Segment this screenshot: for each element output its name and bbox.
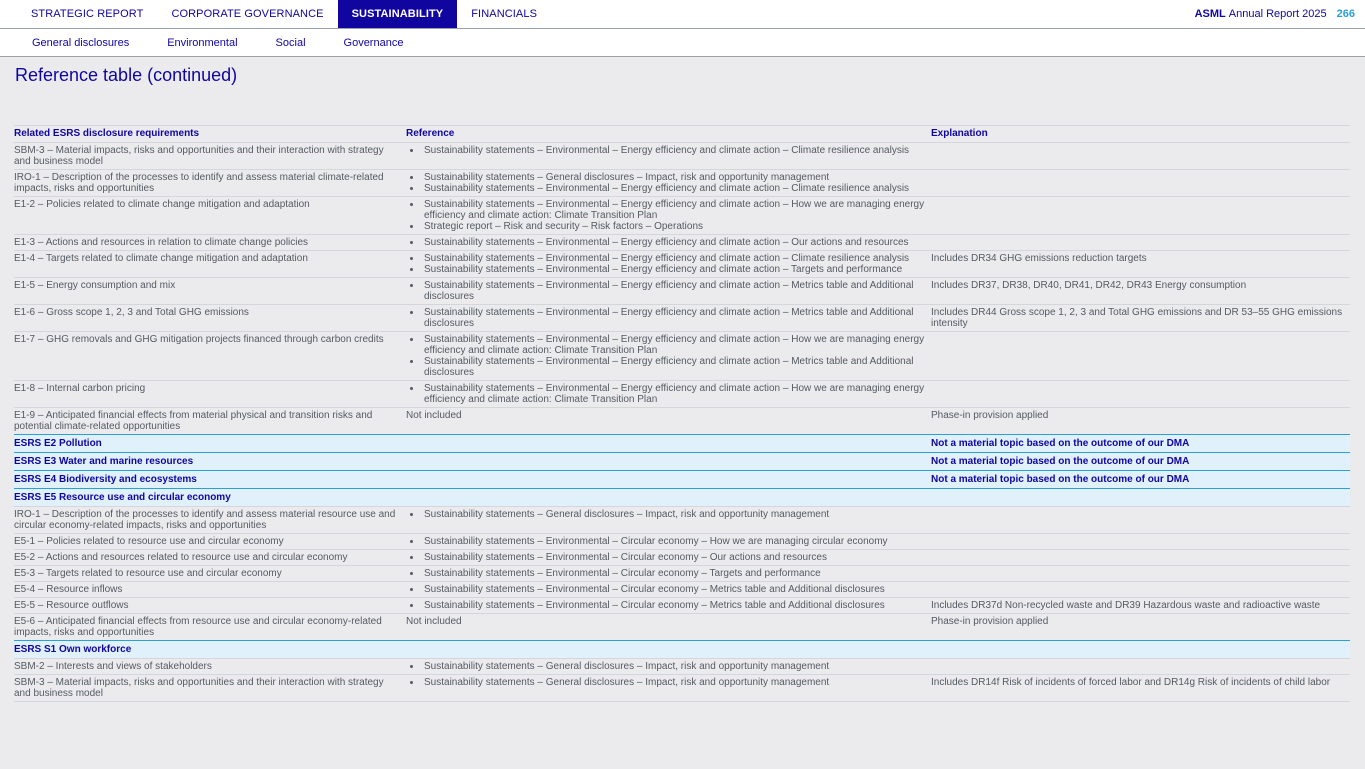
- reference-item: Strategic report – Risk and security – Risk factors – Operations: [410, 221, 927, 232]
- report-info: [1195, 0, 1355, 28]
- reference-item: Sustainability statements – Environmental – Circular economy – Targets and performance: [410, 568, 927, 579]
- table-row: [14, 142, 1350, 169]
- table-row: [14, 549, 1350, 565]
- reference-table: [14, 125, 1350, 702]
- reference-list: [406, 600, 927, 611]
- subnav-general-disclosures[interactable]: General disclosures: [32, 36, 130, 49]
- reference-cell: [406, 170, 931, 196]
- reference-item: Sustainability statements – Environmental – Energy efficiency and climate action – Metrics table and Additional disclosures: [410, 307, 927, 329]
- subnav-governance[interactable]: Governance: [343, 36, 404, 49]
- reference-item: Sustainability statements – General disclosures – Impact, risk and opportunity management: [410, 172, 927, 183]
- explanation-cell: [931, 489, 1350, 506]
- reference-list: [406, 552, 927, 563]
- reference-cell: [406, 143, 931, 169]
- reference-cell: [406, 675, 931, 701]
- explanation-cell: [931, 566, 1350, 581]
- reference-list: [406, 172, 927, 194]
- reference-cell: [406, 278, 931, 304]
- table-row: [14, 565, 1350, 581]
- table-section-row: [14, 488, 1350, 506]
- requirement-cell: E5-1 – Policies related to resource use and circular economy: [14, 536, 284, 547]
- reference-list: [406, 253, 927, 275]
- requirement-cell: E1-9 – Anticipated financial effects from material physical and transition risks and potential climate-related opportunities: [14, 410, 373, 432]
- explanation-cell: Includes DR37d Non-recycled waste and DR39 Hazardous waste and radioactive waste: [931, 600, 1321, 611]
- explanation-cell: [931, 641, 1350, 658]
- table-row: [14, 250, 1350, 277]
- table-row: [14, 277, 1350, 304]
- requirement-cell: E1-6 – Gross scope 1, 2, 3 and Total GHG emissions: [14, 307, 249, 318]
- table-row: [14, 331, 1350, 380]
- requirement-cell: E1-4 – Targets related to climate change mitigation and adaptation: [14, 253, 308, 264]
- reference-item: Sustainability statements – Environmental – Energy efficiency and climate action – Climate resilience analysis: [410, 253, 927, 264]
- reference-cell: [406, 453, 931, 470]
- table-row: [14, 196, 1350, 234]
- requirement-cell: IRO-1 – Description of the processes to identify and assess material resource use and circular economy-related impacts, risks and opportunities: [14, 509, 396, 531]
- reference-cell: [406, 598, 931, 613]
- explanation-cell: Phase-in provision applied: [931, 616, 1049, 627]
- requirement-cell: E1-3 – Actions and resources in relation to climate change policies: [14, 237, 309, 248]
- requirement-cell: E1-7 – GHG removals and GHG mitigation projects financed through carbon credits: [14, 334, 384, 345]
- requirement-cell: E5-5 – Resource outflows: [14, 600, 129, 611]
- reference-cell: [406, 435, 931, 452]
- reference-item: Sustainability statements – General disclosures – Impact, risk and opportunity management: [410, 677, 927, 688]
- reference-list: [406, 661, 927, 672]
- reference-item: Sustainability statements – Environmental – Energy efficiency and climate action – Climate resilience analysis: [410, 183, 927, 194]
- explanation-cell: [931, 582, 1350, 597]
- reference-item: Sustainability statements – Environmental – Circular economy – Metrics table and Additional disclosures: [410, 600, 927, 611]
- table-section-row: [14, 452, 1350, 470]
- reference-item: Sustainability statements – Environmental – Circular economy – How we are managing circular economy: [410, 536, 927, 547]
- reference-list: [406, 145, 927, 156]
- reference-list: [406, 334, 927, 378]
- table-row: [14, 613, 1350, 640]
- page-title: Reference table (continued): [15, 65, 238, 85]
- explanation-cell: [931, 534, 1350, 549]
- reference-item: Sustainability statements – Environmental – Energy efficiency and climate action – How we are managing energy efficiency and climate action: Climate Transition Plan: [410, 383, 927, 405]
- section-title: ESRS E4 Biodiversity and ecosystems: [14, 474, 197, 485]
- requirement-cell: SBM-3 – Material impacts, risks and opportunities and their interaction with strategy and business model: [14, 677, 384, 699]
- reference-cell: [406, 489, 931, 506]
- reference-cell: [406, 332, 931, 380]
- reference-item: Sustainability statements – Environmental – Energy efficiency and climate action – Climate resilience analysis: [410, 145, 927, 156]
- reference-item: Sustainability statements – Environmental – Circular economy – Our actions and resources: [410, 552, 927, 563]
- reference-item: Sustainability statements – Environmental – Energy efficiency and climate action – Targets and performance: [410, 264, 927, 275]
- table-row: [14, 533, 1350, 549]
- section-title: ESRS E5 Resource use and circular economy: [14, 492, 231, 503]
- reference-list: [406, 199, 927, 232]
- table-row: [14, 407, 1350, 434]
- explanation-cell: Not a material topic based on the outcome of our DMA: [931, 456, 1190, 467]
- reference-cell: [406, 235, 931, 250]
- reference-list: [406, 383, 927, 405]
- brand-name: ASML: [1194, 8, 1226, 20]
- explanation-cell: [931, 381, 1350, 407]
- table-row: [14, 581, 1350, 597]
- sub-navigation: [0, 29, 1365, 57]
- reference-list: [406, 509, 927, 520]
- explanation-cell: [931, 143, 1350, 169]
- requirement-cell: E1-2 – Policies related to climate change mitigation and adaptation: [14, 199, 310, 210]
- explanation-cell: Includes DR34 GHG emissions reduction targets: [931, 253, 1147, 264]
- reference-list: [406, 584, 927, 595]
- explanation-cell: [931, 507, 1350, 533]
- section-title: ESRS E3 Water and marine resources: [14, 456, 194, 467]
- table-row: [14, 380, 1350, 407]
- requirement-cell: E5-6 – Anticipated financial effects from resource use and circular economy-related impacts, risks and opportunities: [14, 616, 382, 638]
- subnav-environmental[interactable]: Environmental: [167, 36, 238, 49]
- section-title: ESRS S1 Own workforce: [14, 644, 132, 655]
- header-reference: Reference: [406, 128, 455, 139]
- tab-financials[interactable]: FINANCIALS: [471, 8, 538, 20]
- reference-item: Sustainability statements – Environmental – Energy efficiency and climate action – Metrics table and Additional disclosures: [410, 280, 927, 302]
- reference-item: Sustainability statements – General disclosures – Impact, risk and opportunity management: [410, 661, 927, 672]
- table-header-row: [14, 125, 1350, 142]
- requirement-cell: E5-2 – Actions and resources related to resource use and circular economy: [14, 552, 348, 563]
- reference-cell: [406, 566, 931, 581]
- requirement-cell: SBM-3 – Material impacts, risks and opportunities and their interaction with strategy and business model: [14, 145, 384, 167]
- table-row: [14, 597, 1350, 613]
- section-title: ESRS E2 Pollution: [14, 438, 102, 449]
- explanation-cell: Not a material topic based on the outcome of our DMA: [931, 438, 1190, 449]
- explanation-cell: Includes DR14f Risk of incidents of forced labor and DR14g Risk of incidents of child labor: [931, 677, 1331, 688]
- reference-cell: [406, 251, 931, 277]
- reference-cell: [406, 659, 931, 674]
- top-navigation: [0, 0, 1365, 29]
- header-requirements: Related ESRS disclosure requirements: [14, 128, 200, 139]
- explanation-cell: [931, 332, 1350, 380]
- reference-item: Sustainability statements – Environmental – Energy efficiency and climate action – Our actions and resources: [410, 237, 927, 248]
- reference-list: [406, 568, 927, 579]
- tab-strategic-report[interactable]: STRATEGIC REPORT: [31, 8, 144, 20]
- header-explanation: Explanation: [931, 128, 988, 139]
- explanation-cell: [931, 197, 1350, 234]
- explanation-cell: Not a material topic based on the outcome of our DMA: [931, 474, 1190, 485]
- reference-cell: Not included: [406, 616, 462, 627]
- reference-cell: [406, 641, 931, 658]
- reference-item: Sustainability statements – Environmental – Energy efficiency and climate action – Metrics table and Additional disclosures: [410, 356, 927, 378]
- reference-item: Sustainability statements – Environmental – Circular economy – Metrics table and Additional disclosures: [410, 584, 927, 595]
- table-section-row: [14, 434, 1350, 452]
- table-row: [14, 234, 1350, 250]
- requirement-cell: E1-8 – Internal carbon pricing: [14, 383, 146, 394]
- reference-cell: Not included: [406, 410, 462, 421]
- table-row: [14, 658, 1350, 674]
- reference-cell: [406, 381, 931, 407]
- table-row: [14, 304, 1350, 331]
- requirement-cell: SBM-2 – Interests and views of stakeholders: [14, 661, 212, 672]
- explanation-cell: Includes DR44 Gross scope 1, 2, 3 and Total GHG emissions and DR 53–55 GHG emissions intensity: [931, 307, 1343, 329]
- requirement-cell: E1-5 – Energy consumption and mix: [14, 280, 176, 291]
- reference-list: [406, 237, 927, 248]
- subnav-social[interactable]: Social: [275, 36, 306, 49]
- page-number: 266: [1336, 8, 1355, 20]
- requirement-cell: IRO-1 – Description of the processes to identify and assess material climate-related impacts, risks and opportunities: [14, 172, 384, 194]
- reference-item: Sustainability statements – General disclosures – Impact, risk and opportunity management: [410, 509, 927, 520]
- reference-item: Sustainability statements – Environmental – Energy efficiency and climate action – How we are managing energy efficiency and climate action: Climate Transition Plan: [410, 199, 927, 221]
- explanation-cell: Phase-in provision applied: [931, 410, 1049, 421]
- reference-cell: [406, 305, 931, 331]
- reference-cell: [406, 550, 931, 565]
- explanation-cell: [931, 659, 1350, 674]
- table-section-row: [14, 640, 1350, 658]
- requirement-cell: E5-4 – Resource inflows: [14, 584, 123, 595]
- explanation-cell: [931, 170, 1350, 196]
- reference-list: [406, 280, 927, 302]
- explanation-cell: [931, 235, 1350, 250]
- reference-cell: [406, 197, 931, 234]
- reference-list: [406, 307, 927, 329]
- table-row: [14, 169, 1350, 196]
- reference-item: Sustainability statements – Environmental – Energy efficiency and climate action – How we are managing energy efficiency and climate action: Climate Transition Plan: [410, 334, 927, 356]
- reference-cell: [406, 507, 931, 533]
- reference-list: [406, 536, 927, 547]
- table-section-row: [14, 470, 1350, 488]
- explanation-cell: [931, 550, 1350, 565]
- tab-sustainability[interactable]: SUSTAINABILITY: [338, 0, 458, 28]
- reference-cell: [406, 582, 931, 597]
- top-tabs: [0, 0, 551, 28]
- table-row: [14, 506, 1350, 533]
- requirement-cell: E5-3 – Targets related to resource use and circular economy: [14, 568, 282, 579]
- reference-cell: [406, 534, 931, 549]
- table-row: [14, 674, 1350, 702]
- reference-cell: [406, 471, 931, 488]
- tab-corporate-governance[interactable]: CORPORATE GOVERNANCE: [171, 8, 324, 20]
- explanation-cell: Includes DR37, DR38, DR40, DR41, DR42, DR43 Energy consumption: [931, 280, 1247, 291]
- report-name: Annual Report 2025: [1228, 8, 1327, 20]
- reference-list: [406, 677, 927, 688]
